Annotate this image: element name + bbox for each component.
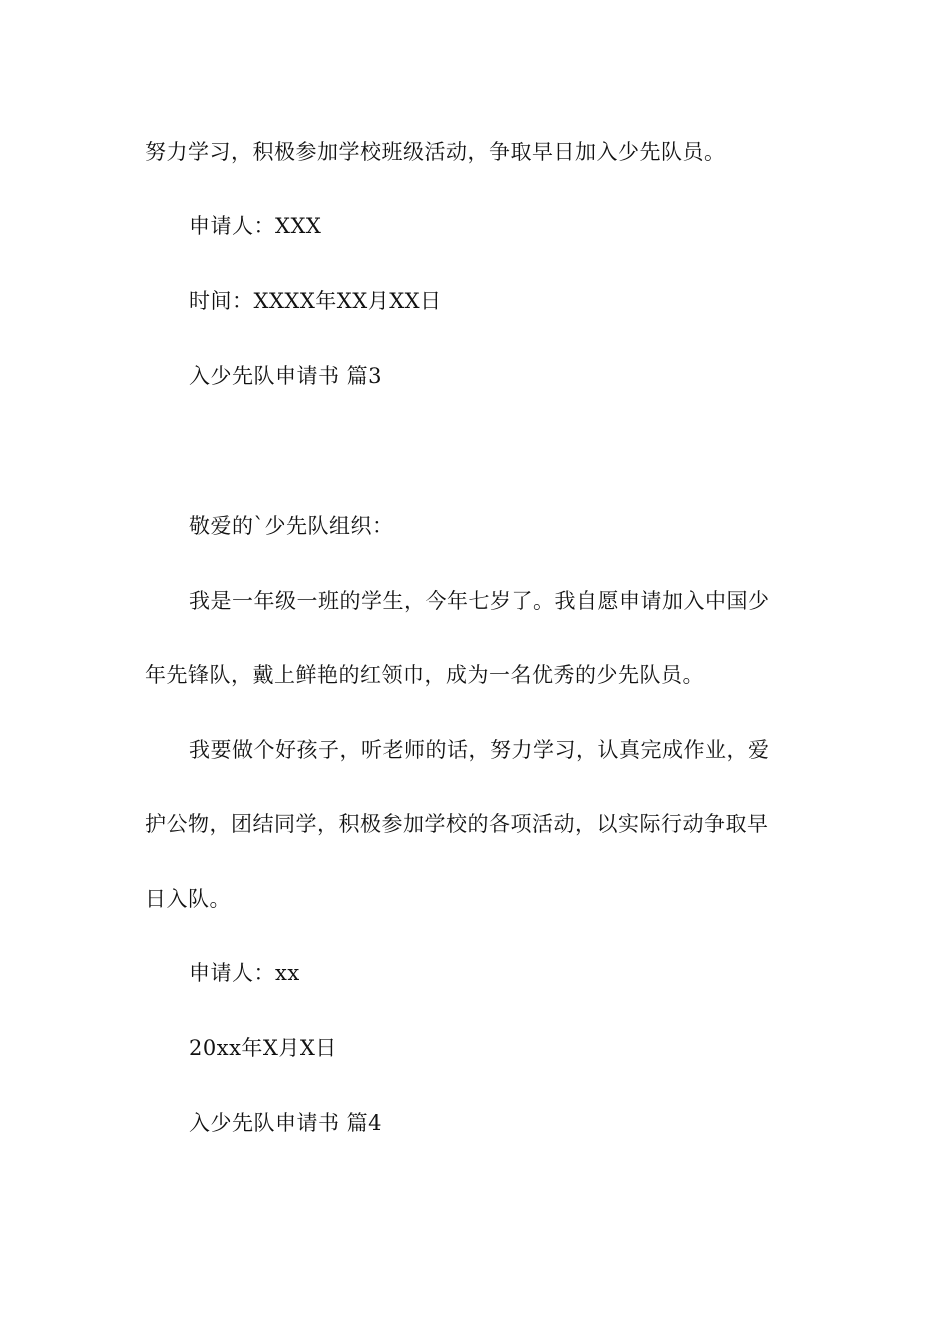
paragraph-line: 我要做个好孩子，听老师的话，努力学习，认真完成作业，爱 — [189, 738, 770, 762]
applicant-line: 申请人：XXX — [189, 214, 322, 238]
date-line: 时间：XXXX年XX月XX日 — [189, 289, 442, 313]
salutation: 敬爱的`少先队组织： — [189, 514, 394, 538]
paragraph-line: 护公物，团结同学，积极参加学校的各项活动，以实际行动争取早 — [145, 812, 769, 836]
applicant-line: 申请人：xx — [189, 961, 300, 985]
section-heading: 入少先队申请书 篇3 — [189, 364, 383, 388]
paragraph-continuation: 努力学习，积极参加学校班级活动，争取早日加入少先队员。 — [145, 140, 726, 164]
date-line: 20xx年X月X日 — [189, 1036, 337, 1060]
paragraph-line: 日入队。 — [145, 887, 231, 911]
paragraph-line: 年先锋队，戴上鲜艳的红领巾，成为一名优秀的少先队员。 — [145, 663, 704, 687]
section-heading: 入少先队申请书 篇4 — [189, 1111, 383, 1135]
paragraph-line: 我是一年级一班的学生，今年七岁了。我自愿申请加入中国少 — [189, 589, 770, 613]
